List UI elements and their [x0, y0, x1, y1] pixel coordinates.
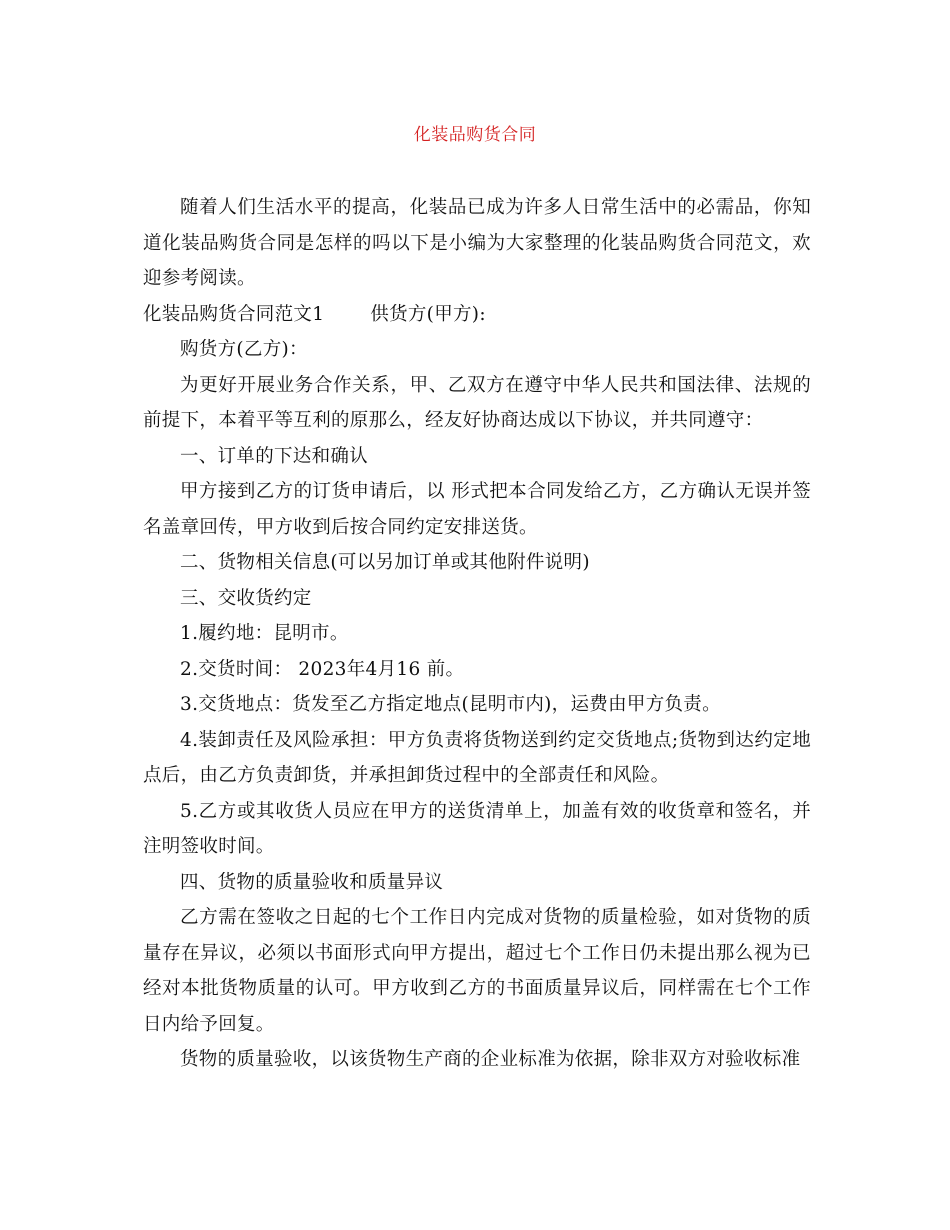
sample-heading-line [143, 297, 811, 333]
section-4-text-2: 货物的质量验收，以该货物生产商的企业标准为依据，除非双方对验收标准 [180, 1049, 801, 1070]
section-1-heading: 一、订单的下达和确认 [180, 445, 369, 467]
section-2-heading: 二、货物相关信息(可以另加订单或其他附件说明) [180, 552, 590, 573]
supplier-label: 供货方(甲方): [370, 303, 486, 325]
item-5: 5.乙方或其收货人员应在甲方的送货清单上，加盖有效的收货章和签名，并注明签收时间。 [143, 800, 811, 857]
preamble-paragraph: 为更好开展业务合作关系，甲、乙双方在遵守中华人民共和国法律、法规的前提下，本着平等互利的原那么，经友好协商达成以下协议，并共同遵守： [143, 374, 811, 431]
item-3: 3.交货地点：货发至乙方指定地点(昆明市内)，运费由甲方负责。 [180, 694, 721, 715]
section-3-heading: 三、交收货约定 [180, 587, 312, 609]
intro-paragraph: 随着人们生活水平的提高，化装品已成为许多人日常生活中的必需品，你知道化装品购货合同是怎样的吗以下是小编为大家整理的化装品购货合同范文，欢迎参考阅读。 [143, 197, 811, 289]
sample-heading: 化装品购货合同范文1 [143, 303, 325, 325]
item-4: 4.装卸责任及风险承担：甲方负责将货物送到约定交货地点;货物到达约定地点后，由乙方负责卸货，并承担卸货过程中的全部责任和风险。 [143, 729, 811, 786]
item-2: 2.交货时间： 2023年4月16 前。 [180, 658, 465, 680]
section-1-text: 甲方接到乙方的订货申请后，以 形式把本合同发给乙方，乙方确认无误并签名盖章回传，甲方收到后按合同约定安排送货。 [143, 481, 811, 538]
document-title: 化装品购货合同 [413, 125, 537, 145]
document-body [143, 190, 811, 1078]
section-4-text-1: 乙方需在签收之日起的七个工作日内完成对货物的质量检验，如对货物的质量存在异议，必须以书面形式向甲方提出，超过七个工作日仍未提出那么视为已经对本批货物质量的认可。甲方收到乙方的书面质量异议后，同样需在七个工作日内给予回复。 [143, 907, 811, 1035]
buyer-label: 购货方(乙方)： [180, 339, 308, 360]
section-4-heading: 四、货物的质量验收和质量异议 [180, 871, 444, 893]
item-1: 1.履约地：昆明市。 [180, 623, 349, 644]
